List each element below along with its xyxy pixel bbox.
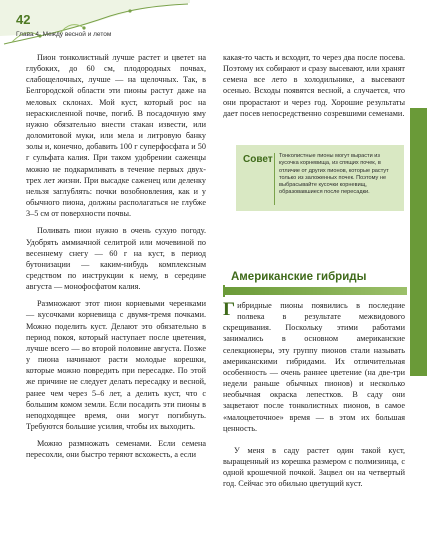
tip-divider xyxy=(274,153,275,205)
paragraph: Можно размножать семенами. Если семена пересохли, они быстро теряют всхожесть, а если xyxy=(26,439,206,460)
section-title: Американские гибриды xyxy=(231,271,367,283)
tip-box xyxy=(236,145,404,211)
page-corner-ornament xyxy=(0,0,190,56)
tip-text: Тонколистные пионы могут вырасти из кусочка корневища, из спящих почек, в отличие от других пионов, которые растут только из заложенных почек. Поэтому не выбрасывайте кусочки корневищ, образовавшиеся после пересадки. xyxy=(279,153,389,196)
paragraph: Размножают этот пион корневыми черенками — кусочками корневища с двумя-тремя почками. Можно поделить куст. Делают это обязательно в период покоя, который наступает после цветения, лучше всего — во второй половине августа. Позже у пиона начинают расти молодые корешки, которые можно повредить при пересадке. По этой же причине не следует делать пересадку и весной, ранее чем через 5–6 лет, а делить куст, что с большим комом земли. Если посадить эти пионы в неподходящее время, они могут погибнуть. Требуются большие усилия, чтобы их выходить. xyxy=(26,299,206,431)
dropcap: Г xyxy=(223,299,236,320)
tip-title: Совет xyxy=(243,154,273,165)
page-number: 42 xyxy=(16,12,31,27)
paragraph-text: ибридные пионы появились в последние полвека в результате межвидового скрещивания. Поскольку этими работами занимались в основном американские селекционеры, эту группу пионов стали называть американскими гибридами. Их отличительная особенность — очень раннее цветение (на две-три недели раньше обычных пионов) и несколько необычная окраска лепестков. В саду они зацветают после тонколистных пионов, в самое «малоцветочное» время — в этом их большая ценность. xyxy=(223,301,405,433)
right-column xyxy=(223,52,405,119)
section-rule xyxy=(223,287,407,295)
paragraph: какая-то часть и всходит, то через два после посева. Поэтому их собирают и сразу высевают, или хранят семена все лето в холодильнике, а высевают осенью. Всходы появятся весной, а случается, что они прорастают и через год. Хорошие результаты дает посев непосредственно созревшими семенами. xyxy=(223,53,405,118)
section-body xyxy=(223,300,405,490)
paragraph: У меня в саду растет один такой куст, выращенный из корешка размером с полмизинца, с одной крошечной почкой. Зацвел он на четвертый год. Сейчас это обильно цветущий куст. xyxy=(223,445,405,489)
left-column xyxy=(26,52,206,460)
side-color-tab xyxy=(410,108,427,376)
chapter-title: Глава 4. Между весной и летом xyxy=(16,31,112,38)
paragraph xyxy=(223,300,405,434)
paragraph: Пион тонколистный лучше растет и цветет на глубоких, до 60 см, плодородных почвах, слабощелочных, лучше — на щелочных. Так, в Белгородской области эти пионы растут даже на меловых склонах. Мой куст, который рос на нераскисленной почве, погиб. В посадочную яму нужно обязательно внести стакан извести, или доломитовой муки, или мела и литровую банку золы и, конечно, добавить 100 г суперфосфата и 50 г сульфата калия. При таком удобрении саженцы можно не подкармливать в течение первых двух-трех лет жизни. При высадке саженец или деленку нельзя заглублять: почки возобновления, как и у обычного пиона, должны располагаться не глубже 3–5 см от поверхности почвы. xyxy=(26,53,206,219)
section-header xyxy=(223,270,407,295)
paragraph: Поливать пион нужно в очень сухую погоду. Удобрять аммиачной селитрой или мочевиной по весеннему снегу — 60 г на куст, в период бутонизации — каким-нибудь комплексным средством по инструкции к нему, в середине августа — монофосфатом калия. xyxy=(26,226,206,292)
